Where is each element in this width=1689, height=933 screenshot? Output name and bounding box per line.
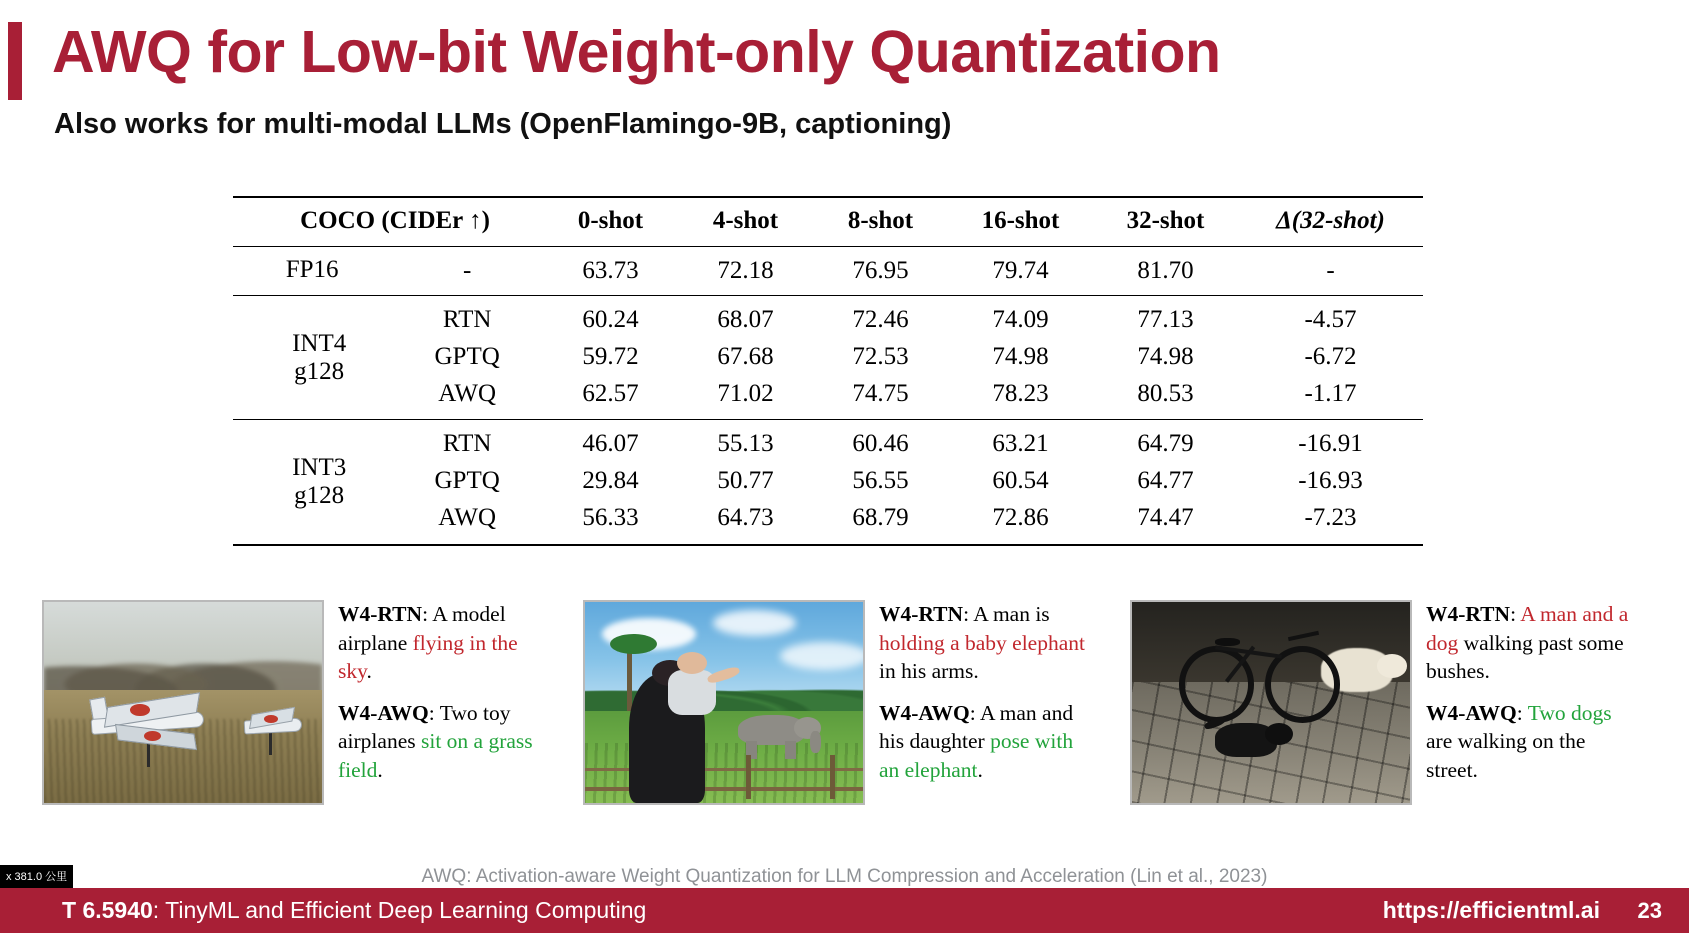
row-value-0shot: 62.57 bbox=[582, 380, 639, 407]
row-value-8shot: 72.46 bbox=[852, 306, 909, 333]
row-value-8shot: 72.53 bbox=[852, 343, 909, 370]
example-3 bbox=[1130, 600, 1660, 805]
row-value-4shot: 71.02 bbox=[717, 380, 774, 407]
row-value-32shot: 74.47 bbox=[1137, 504, 1194, 531]
title-accent-bar bbox=[8, 22, 22, 100]
footer-course bbox=[62, 897, 646, 924]
row-value-4shot: 50.77 bbox=[717, 467, 774, 494]
row-group-label-line1: INT3 bbox=[292, 454, 347, 481]
slide-footer-bar bbox=[0, 888, 1689, 933]
table-header-cell-5: 32-shot bbox=[1126, 207, 1205, 234]
caption-segment-highlight: A man and a dog bbox=[1426, 602, 1629, 655]
row-value-0shot: 56.33 bbox=[582, 504, 639, 531]
row-group-label-line2: g128 bbox=[294, 357, 345, 385]
row-value-delta: -1.17 bbox=[1304, 380, 1357, 407]
caption-segment: . bbox=[377, 757, 383, 782]
row-value-8shot: 60.46 bbox=[852, 430, 909, 457]
row-value-delta: - bbox=[1326, 257, 1335, 284]
caption-segment: : bbox=[1516, 700, 1528, 725]
row-value-32shot: 74.98 bbox=[1137, 343, 1194, 370]
footer-course-title: : TinyML and Efficient Deep Learning Computing bbox=[152, 897, 647, 923]
caption-label: W4-RTN bbox=[1426, 602, 1511, 626]
row-value-16shot: 72.86 bbox=[992, 504, 1049, 531]
caption-segment: walking past some bushes. bbox=[1426, 630, 1624, 684]
row-value-32shot: 80.53 bbox=[1137, 380, 1194, 407]
row-value-4shot: 72.18 bbox=[717, 257, 774, 284]
table-header-row bbox=[233, 197, 1423, 247]
caption-segment-highlight: holding a baby elephant bbox=[879, 630, 1085, 655]
table-head bbox=[233, 197, 1423, 247]
caption-segment: : A man is bbox=[963, 602, 1050, 626]
table-row bbox=[233, 339, 1423, 376]
table-row bbox=[233, 296, 1423, 339]
row-method: AWQ bbox=[438, 504, 496, 531]
row-method: GPTQ bbox=[434, 343, 500, 370]
row-value-32shot: 77.13 bbox=[1137, 306, 1194, 333]
caption-segment: : Two toy airplanes bbox=[338, 700, 511, 754]
row-value-0shot: 60.24 bbox=[582, 306, 639, 333]
caption-segment: in his arms. bbox=[879, 659, 979, 684]
caption-segment: . bbox=[977, 757, 983, 782]
caption-segment: : A model airplane bbox=[338, 602, 506, 655]
row-value-8shot: 76.95 bbox=[852, 257, 909, 284]
row-group-label-line1: INT4 bbox=[292, 329, 347, 357]
row-value-16shot: 60.54 bbox=[992, 467, 1049, 494]
page-subtitle: Also works for multi-modal LLMs (OpenFlamingo-9B, captioning) bbox=[54, 108, 952, 140]
caption-segment-highlight: Two dogs bbox=[1527, 700, 1612, 725]
caption-label: W4-AWQ bbox=[338, 700, 429, 725]
row-method: - bbox=[462, 257, 472, 284]
row-value-4shot: 64.73 bbox=[717, 504, 774, 531]
table-row bbox=[233, 463, 1423, 500]
row-group-label bbox=[233, 420, 391, 546]
row-method: GPTQ bbox=[434, 467, 500, 494]
row-value-4shot: 68.07 bbox=[717, 306, 774, 333]
row-value-0shot: 29.84 bbox=[582, 467, 639, 494]
row-value-0shot: 46.07 bbox=[582, 430, 639, 457]
caption-w4-awq bbox=[338, 699, 554, 785]
row-value-16shot: 78.23 bbox=[992, 380, 1049, 407]
row-value-delta: -4.57 bbox=[1304, 306, 1357, 333]
example-2-captions bbox=[879, 600, 1095, 805]
caption-label: W4-AWQ bbox=[879, 700, 970, 725]
row-value-delta: -7.23 bbox=[1304, 504, 1357, 531]
row-value-0shot: 63.73 bbox=[582, 257, 639, 284]
row-value-16shot: 74.98 bbox=[992, 343, 1049, 370]
footer-course-code: T 6.5940 bbox=[62, 897, 153, 923]
table-row bbox=[233, 420, 1423, 463]
row-value-32shot: 64.79 bbox=[1137, 430, 1194, 457]
caption-examples bbox=[0, 600, 1689, 820]
table-header-cell-6: Δ(32-shot) bbox=[1276, 207, 1385, 234]
caption-segment: . bbox=[366, 659, 372, 684]
caption-segment-highlight: pose with an elephant bbox=[879, 729, 1074, 782]
caption-segment: : bbox=[1510, 602, 1521, 626]
row-value-16shot: 63.21 bbox=[992, 430, 1049, 457]
man-holding-child-near-elephant-photo bbox=[583, 600, 865, 805]
table-header-cell-0: COCO (CIDEr ↑) bbox=[300, 207, 490, 234]
row-group-label bbox=[233, 296, 391, 420]
row-value-0shot: 59.72 bbox=[582, 343, 639, 370]
row-value-32shot: 64.77 bbox=[1137, 467, 1194, 494]
row-value-4shot: 55.13 bbox=[717, 430, 774, 457]
caption-label: W4-RTN bbox=[879, 602, 964, 626]
table-header-cell-4: 16-shot bbox=[981, 207, 1060, 234]
bicycle-and-two-dogs-on-path-photo bbox=[1130, 600, 1412, 805]
toy-airplanes-on-grass-photo bbox=[42, 600, 324, 805]
caption-segment-highlight: sit on a grass field bbox=[338, 729, 533, 782]
example-1 bbox=[42, 600, 562, 805]
table-header-cell-1: 0-shot bbox=[577, 207, 644, 234]
row-value-16shot: 74.09 bbox=[992, 306, 1049, 333]
results-table bbox=[233, 196, 1423, 546]
caption-w4-awq bbox=[879, 699, 1095, 785]
example-3-captions bbox=[1426, 600, 1636, 805]
table-header-cell-3: 8-shot bbox=[847, 207, 914, 234]
row-method: RTN bbox=[442, 306, 492, 333]
table-body-fp16 bbox=[233, 247, 1423, 296]
example-1-captions bbox=[338, 600, 554, 805]
row-value-delta: -16.91 bbox=[1298, 430, 1363, 457]
table-row bbox=[233, 247, 1423, 296]
caption-segment: are walking on the street. bbox=[1426, 729, 1586, 782]
row-group-label-line2: g128 bbox=[294, 482, 345, 509]
caption-label: W4-RTN bbox=[338, 602, 423, 626]
source-footnote: AWQ: Activation-aware Weight Quantization for LLM Compression and Acceleration (Lin et al., 2023) bbox=[421, 866, 1268, 887]
table-row bbox=[233, 376, 1423, 420]
row-value-8shot: 68.79 bbox=[852, 504, 909, 531]
table-body-int3 bbox=[233, 420, 1423, 546]
footer-page-number: 23 bbox=[1637, 897, 1662, 923]
row-value-delta: -16.93 bbox=[1298, 467, 1363, 494]
table-header-cell-2: 4-shot bbox=[712, 207, 779, 234]
ime-status-chip: x 381.0 公里 bbox=[0, 865, 73, 888]
caption-segment: : A man and his daughter bbox=[879, 700, 1074, 754]
caption-w4-rtn bbox=[1426, 600, 1636, 686]
example-2 bbox=[583, 600, 1103, 805]
caption-w4-awq bbox=[1426, 699, 1636, 785]
caption-w4-rtn bbox=[338, 600, 554, 686]
row-group-label: FP16 bbox=[285, 256, 339, 283]
row-value-8shot: 56.55 bbox=[852, 467, 909, 494]
table-row bbox=[233, 500, 1423, 546]
footer-url[interactable]: https://efficientml.ai bbox=[1382, 897, 1600, 923]
row-method: RTN bbox=[442, 430, 492, 457]
table-body-int4 bbox=[233, 296, 1423, 420]
row-value-delta: -6.72 bbox=[1304, 343, 1357, 370]
row-value-16shot: 79.74 bbox=[992, 257, 1049, 284]
caption-w4-rtn bbox=[879, 600, 1095, 686]
row-value-4shot: 67.68 bbox=[717, 343, 774, 370]
results-table-container bbox=[233, 196, 1423, 546]
page-title: AWQ for Low-bit Weight-only Quantization bbox=[52, 19, 1221, 85]
row-value-32shot: 81.70 bbox=[1137, 257, 1194, 284]
row-method: AWQ bbox=[438, 380, 496, 407]
caption-label: W4-AWQ bbox=[1426, 700, 1517, 725]
row-value-8shot: 74.75 bbox=[852, 380, 909, 407]
caption-segment-highlight: flying in the sky bbox=[338, 630, 518, 684]
